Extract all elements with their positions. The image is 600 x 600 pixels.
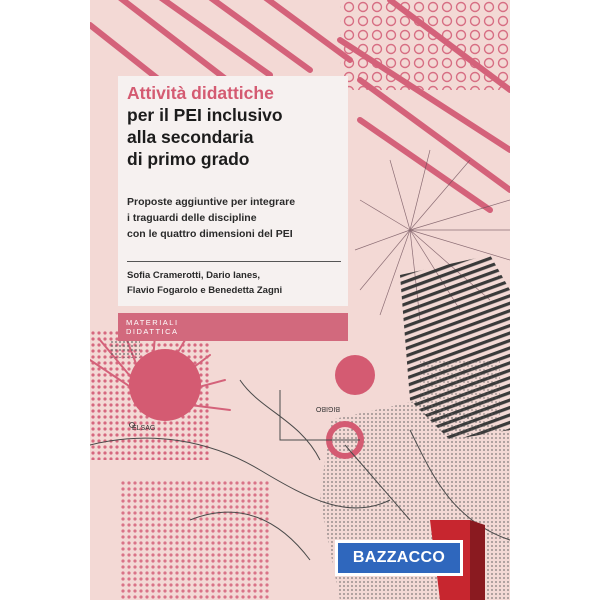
series-band <box>118 313 348 341</box>
authors-line-2: Flavio Fogarolo e Benedetta Zagni <box>127 285 283 296</box>
subtitle-line-1: Proposte aggiuntive per integrare <box>127 196 296 208</box>
divider <box>127 261 341 262</box>
publisher-badge <box>335 540 463 576</box>
title-line-1: per il PEI inclusivo <box>127 105 283 125</box>
subtitle-line-3: con le quattro dimensioni del PEI <box>127 228 293 240</box>
map-label-elsag: ELSAG <box>132 425 156 432</box>
title-line-2: alla secondaria <box>127 127 254 147</box>
subtitle-line-2: i traguardi delle discipline <box>127 212 257 224</box>
title-line-3: di primo grado <box>127 149 250 169</box>
series-name-line-1: MATERIALI <box>126 318 179 327</box>
authors-line-1: Sofia Cramerotti, Dario Ianes, <box>127 270 261 281</box>
map-label-bigibo: BIGIBO <box>315 405 340 412</box>
series-name-line-2: DIDATTICA <box>126 327 179 336</box>
publisher-name: BAZZACCO <box>352 549 446 566</box>
title-accent: Attività didattiche <box>127 83 274 103</box>
book-cover <box>90 0 510 600</box>
title-panel <box>118 76 348 306</box>
